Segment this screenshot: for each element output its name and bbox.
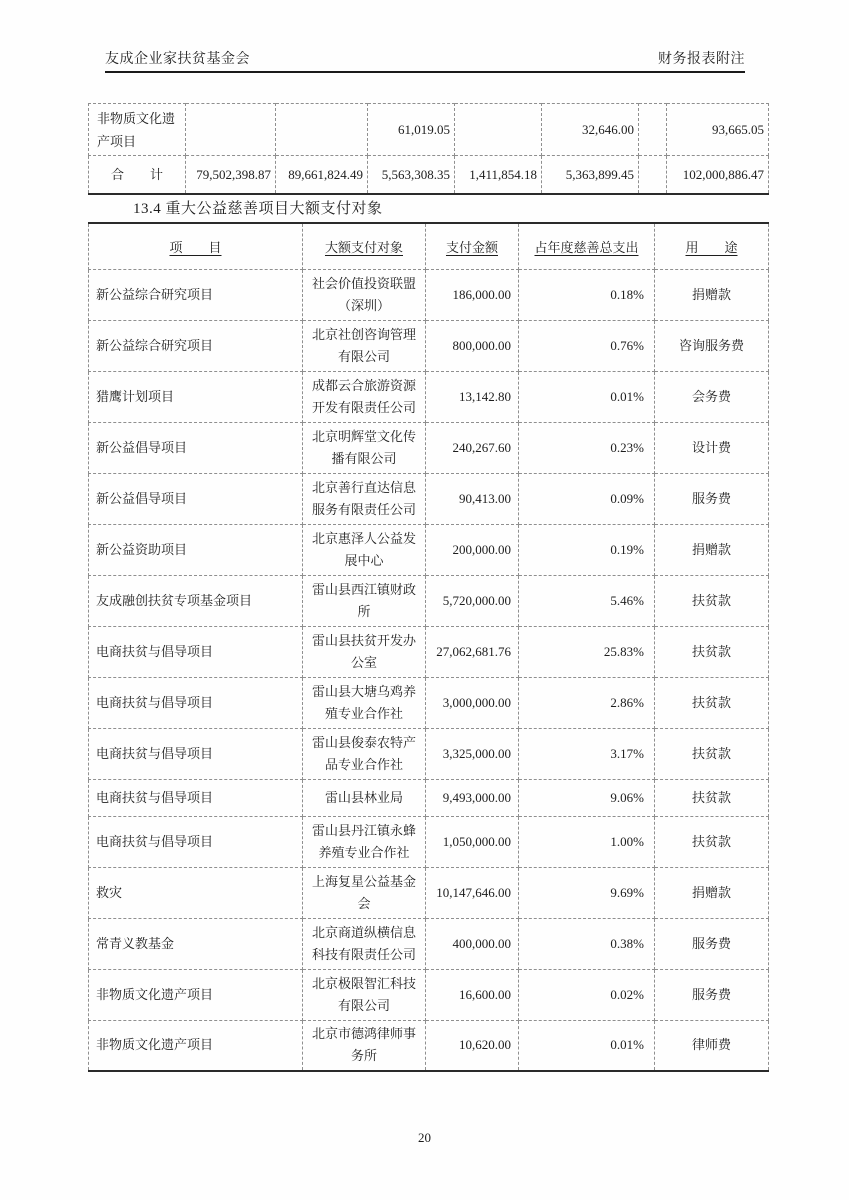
payee-cell: 北京明辉堂文化传播有限公司 (303, 422, 426, 473)
total-label-cell: 合 计 (89, 156, 186, 194)
payment-row (89, 575, 769, 626)
value-cell (639, 104, 667, 156)
value-cell: 61,019.05 (368, 104, 455, 156)
header-org-name: 友成企业家扶贫基金会 (105, 52, 250, 67)
amount-cell: 186,000.00 (426, 269, 519, 320)
payee-cell: 雷山县扶贫开发办公室 (303, 626, 426, 677)
percent-cell: 5.46% (519, 575, 655, 626)
payment-row (89, 918, 769, 969)
percent-cell: 0.09% (519, 473, 655, 524)
use-cell: 捐赠款 (655, 867, 769, 918)
payee-cell: 北京善行直达信息服务有限责任公司 (303, 473, 426, 524)
project-cell: 救灾 (89, 867, 303, 918)
payment-row (89, 779, 769, 816)
column-header-label: 用 途 (685, 239, 738, 255)
payee-cell: 成都云合旅游资源开发有限责任公司 (303, 371, 426, 422)
use-cell: 扶贫款 (655, 816, 769, 867)
column-header-label: 项 目 (169, 239, 222, 255)
payee-cell: 北京惠泽人公益发展中心 (303, 524, 426, 575)
value-cell: 102,000,886.47 (667, 156, 769, 194)
project-cell: 新公益综合研究项目 (89, 269, 303, 320)
table-row-total (89, 156, 769, 194)
percent-cell: 0.23% (519, 422, 655, 473)
payee-cell: 雷山县大塘乌鸡养殖专业合作社 (303, 677, 426, 728)
payee-cell: 北京市德鸿律师事务所 (303, 1020, 426, 1071)
amount-cell: 5,720,000.00 (426, 575, 519, 626)
value-cell (455, 104, 542, 156)
project-cell: 非物质文化遗产项目 (89, 969, 303, 1020)
percent-cell: 0.01% (519, 371, 655, 422)
table-header-row (89, 223, 769, 269)
column-header-project (89, 223, 303, 269)
use-cell: 扶贫款 (655, 575, 769, 626)
project-cell: 电商扶贫与倡导项目 (89, 728, 303, 779)
project-cell: 新公益综合研究项目 (89, 320, 303, 371)
payee-cell: 北京极限智汇科技有限公司 (303, 969, 426, 1020)
percent-cell: 3.17% (519, 728, 655, 779)
column-header-payee (303, 223, 426, 269)
value-cell: 89,661,824.49 (276, 156, 368, 194)
payment-row (89, 677, 769, 728)
percent-cell: 25.83% (519, 626, 655, 677)
use-cell: 扶贫款 (655, 677, 769, 728)
amount-cell: 16,600.00 (426, 969, 519, 1020)
project-cell: 新公益倡导项目 (89, 473, 303, 524)
payment-row (89, 728, 769, 779)
payment-row (89, 473, 769, 524)
amount-cell: 9,493,000.00 (426, 779, 519, 816)
payee-cell: 雷山县俊泰农特产品专业合作社 (303, 728, 426, 779)
payee-cell: 北京商道纵横信息科技有限责任公司 (303, 918, 426, 969)
value-cell (186, 104, 276, 156)
amount-cell: 13,142.80 (426, 371, 519, 422)
payee-cell: 雷山县西江镇财政所 (303, 575, 426, 626)
value-cell (276, 104, 368, 156)
column-header-label: 支付金额 (445, 239, 498, 255)
payment-row (89, 867, 769, 918)
column-header-amount (426, 223, 519, 269)
project-cell: 电商扶贫与倡导项目 (89, 779, 303, 816)
page-header (105, 48, 745, 68)
project-cell: 友成融创扶贫专项基金项目 (89, 575, 303, 626)
use-cell: 扶贫款 (655, 779, 769, 816)
use-cell: 服务费 (655, 918, 769, 969)
payment-row (89, 269, 769, 320)
amount-cell: 90,413.00 (426, 473, 519, 524)
use-cell: 捐赠款 (655, 524, 769, 575)
project-cell: 电商扶贫与倡导项目 (89, 626, 303, 677)
payment-row (89, 1020, 769, 1071)
header-rule (105, 71, 745, 73)
use-cell: 律师费 (655, 1020, 769, 1071)
section-title: 13.4 重大公益慈善项目大额支付对象 (133, 201, 383, 217)
use-cell: 扶贫款 (655, 728, 769, 779)
percent-cell: 0.76% (519, 320, 655, 371)
percent-cell: 0.01% (519, 1020, 655, 1071)
amount-cell: 10,620.00 (426, 1020, 519, 1071)
value-cell: 5,363,899.45 (542, 156, 639, 194)
amount-cell: 240,267.60 (426, 422, 519, 473)
percent-cell: 9.69% (519, 867, 655, 918)
header-doc-title: 财务报表附注 (658, 52, 745, 67)
use-cell: 会务费 (655, 371, 769, 422)
percent-cell: 0.38% (519, 918, 655, 969)
project-cell: 常青义教基金 (89, 918, 303, 969)
amount-cell: 10,147,646.00 (426, 867, 519, 918)
amount-cell: 3,325,000.00 (426, 728, 519, 779)
value-cell: 79,502,398.87 (186, 156, 276, 194)
table-row (89, 104, 769, 156)
amount-cell: 800,000.00 (426, 320, 519, 371)
project-cell: 非物质文化遗产项目 (89, 1020, 303, 1071)
project-cell: 电商扶贫与倡导项目 (89, 816, 303, 867)
column-header-use (655, 223, 769, 269)
value-cell: 93,665.05 (667, 104, 769, 156)
project-cell: 猎鹰计划项目 (89, 371, 303, 422)
percent-cell: 1.00% (519, 816, 655, 867)
payment-row (89, 371, 769, 422)
value-cell (639, 156, 667, 194)
payment-row (89, 816, 769, 867)
column-header-label: 占年度慈善总支出 (534, 239, 639, 255)
use-cell: 捐赠款 (655, 269, 769, 320)
percent-cell: 2.86% (519, 677, 655, 728)
use-cell: 服务费 (655, 473, 769, 524)
page-number: 20 (418, 1130, 431, 1145)
percent-cell: 0.02% (519, 969, 655, 1020)
payee-cell: 上海复星公益基金会 (303, 867, 426, 918)
payment-row (89, 422, 769, 473)
project-cell: 新公益倡导项目 (89, 422, 303, 473)
percent-cell: 9.06% (519, 779, 655, 816)
amount-cell: 200,000.00 (426, 524, 519, 575)
use-cell: 服务费 (655, 969, 769, 1020)
payment-row (89, 320, 769, 371)
value-cell: 1,411,854.18 (455, 156, 542, 194)
payee-cell: 雷山县丹江镇永蜂养殖专业合作社 (303, 816, 426, 867)
amount-cell: 400,000.00 (426, 918, 519, 969)
payment-row (89, 969, 769, 1020)
row-label-cell: 非物质文化遗产项目 (89, 104, 186, 156)
value-cell: 5,563,308.35 (368, 156, 455, 194)
use-cell: 咨询服务费 (655, 320, 769, 371)
payee-cell: 北京社创咨询管理有限公司 (303, 320, 426, 371)
value-cell: 32,646.00 (542, 104, 639, 156)
column-header-percent (519, 223, 655, 269)
percent-cell: 0.19% (519, 524, 655, 575)
column-header-label: 大额支付对象 (324, 239, 403, 255)
payment-row (89, 626, 769, 677)
use-cell: 设计费 (655, 422, 769, 473)
amount-cell: 27,062,681.76 (426, 626, 519, 677)
amount-cell: 1,050,000.00 (426, 816, 519, 867)
amount-cell: 3,000,000.00 (426, 677, 519, 728)
carryover-table (88, 103, 769, 195)
project-cell: 新公益资助项目 (89, 524, 303, 575)
payee-cell: 雷山县林业局 (303, 779, 426, 816)
payments-table (88, 222, 769, 1072)
payment-row (89, 524, 769, 575)
payee-cell: 社会价值投资联盟（深圳） (303, 269, 426, 320)
percent-cell: 0.18% (519, 269, 655, 320)
project-cell: 电商扶贫与倡导项目 (89, 677, 303, 728)
use-cell: 扶贫款 (655, 626, 769, 677)
